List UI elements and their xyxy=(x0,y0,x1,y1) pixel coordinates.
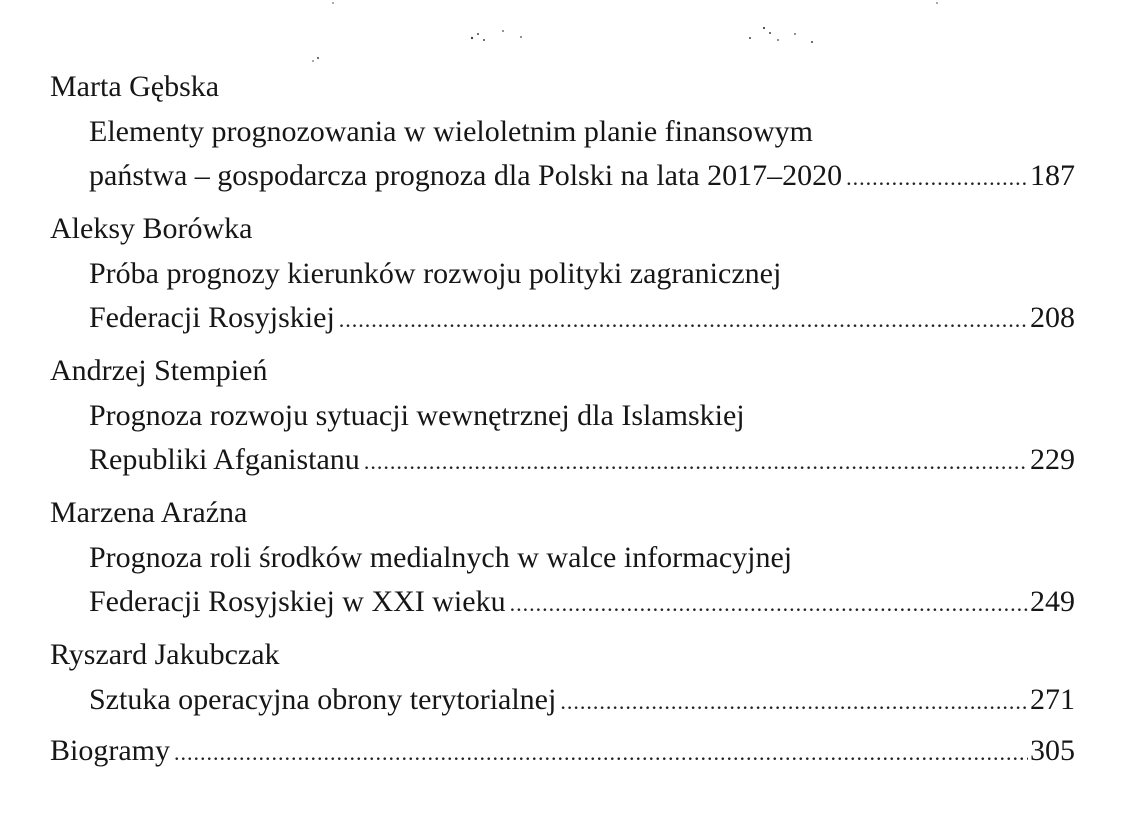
dot-leader xyxy=(846,156,1028,200)
page-number: 208 xyxy=(1030,301,1075,334)
entry-title-line: Prognoza roli środków medialnych w walce informacyjnej xyxy=(89,541,793,574)
table-of-contents xyxy=(50,64,1075,774)
entry-title-line: Elementy prognozowania w wieloletnim planie finansowym xyxy=(89,115,813,148)
dot-leader xyxy=(339,298,1028,342)
dot-leader xyxy=(364,440,1028,484)
toc-entry xyxy=(50,490,1075,624)
entry-title-line-with-page xyxy=(50,296,1075,340)
entry-author: Andrzej Stempień xyxy=(50,354,268,387)
page-number: 187 xyxy=(1030,159,1075,192)
entry-title-line-with-page xyxy=(50,438,1075,482)
entry-title-text: państwa – gospodarcza prognoza dla Polski na lata 2017–2020 xyxy=(89,159,843,192)
entry-title-line-with-page xyxy=(50,678,1075,722)
entry-author: Marta Gębska xyxy=(50,70,220,103)
entry-title-line-with-page xyxy=(50,580,1075,624)
entry-title-text: Sztuka operacyjna obrony terytorialnej xyxy=(89,683,557,716)
entry-author: Marzena Araźna xyxy=(50,496,248,529)
toc-entry-biographies xyxy=(50,728,1075,774)
entry-title-text: Federacji Rosyjskiej w XXI wieku xyxy=(89,585,506,618)
entry-title-text: Republiki Afganistanu xyxy=(89,443,360,476)
entry-title-line-with-page xyxy=(50,728,1075,774)
biographies-label: Biogramy xyxy=(50,734,170,767)
toc-entry xyxy=(50,64,1075,198)
entry-title-line: Próba prognozy kierunków rozwoju polityki zagranicznej xyxy=(89,257,782,290)
dot-leader xyxy=(174,730,1028,776)
page-number: 271 xyxy=(1030,683,1075,716)
page-number: 249 xyxy=(1030,585,1075,618)
dot-leader xyxy=(510,582,1028,626)
page-number: 305 xyxy=(1030,734,1075,767)
entry-title-line-with-page xyxy=(50,154,1075,198)
toc-entry xyxy=(50,348,1075,482)
dot-leader xyxy=(560,680,1028,724)
entry-title-text: Federacji Rosyjskiej xyxy=(89,301,335,334)
entry-author: Ryszard Jakubczak xyxy=(50,638,280,671)
entry-title-line: Prognoza rozwoju sytuacji wewnętrznej dla Islamskiej xyxy=(89,399,745,432)
entry-author: Aleksy Borówka xyxy=(50,212,253,245)
page-number: 229 xyxy=(1030,443,1075,476)
toc-entry xyxy=(50,206,1075,340)
toc-entry xyxy=(50,632,1075,722)
